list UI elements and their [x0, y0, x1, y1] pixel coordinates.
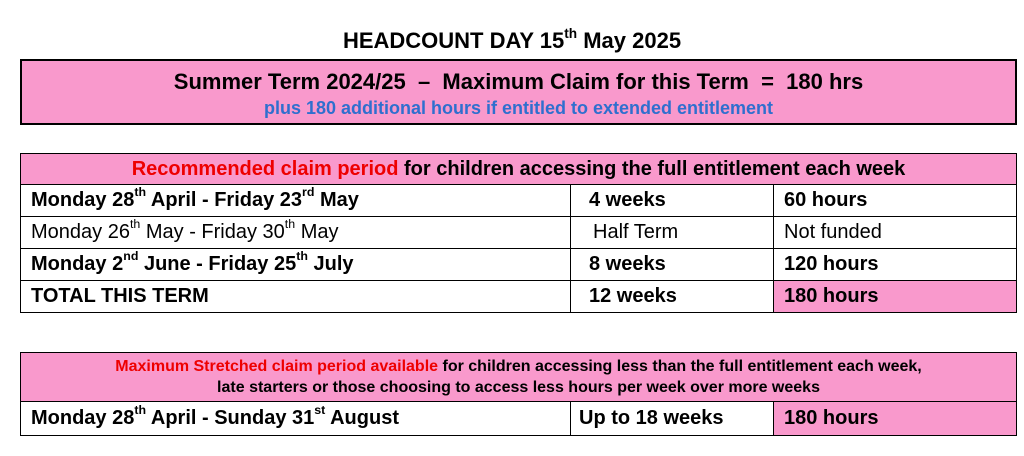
table-row [21, 217, 1017, 249]
table-row [21, 402, 1017, 436]
recommended-claim-header: Recommended claim period for children accessing the full entitlement each week [21, 154, 1017, 185]
hours-cell: 120 hours [774, 249, 1017, 281]
period-cell: Monday 28th April - Sunday 31st August [21, 402, 571, 436]
summary-box [20, 59, 1017, 125]
stretched-claim-table [20, 352, 1017, 436]
period-cell: Monday 28th April - Friday 23rd May [21, 185, 571, 217]
hours-cell: 180 hours [774, 281, 1017, 313]
summary-line-extended: plus 180 additional hours if entitled to extended entitlement [263, 98, 774, 118]
recommended-claim-table [20, 153, 1017, 313]
weeks-cell: Up to 18 weeks [571, 402, 774, 436]
weeks-cell: 8 weeks [571, 249, 774, 281]
weeks-cell: 4 weeks [571, 185, 774, 217]
hours-cell: 180 hours [774, 402, 1017, 436]
weeks-cell: Half Term [571, 217, 774, 249]
table-row [21, 185, 1017, 217]
hours-cell: Not funded [774, 217, 1017, 249]
period-cell: Monday 2nd June - Friday 25th July [21, 249, 571, 281]
stretched-claim-header: Maximum Stretched claim period available for children accessing less than the full entitlement each week, late starters or those choosing to access less hours per week over more weeks [21, 353, 1017, 402]
page-heading: HEADCOUNT DAY 15th May 2025 [342, 25, 682, 53]
weeks-cell: 12 weeks [571, 281, 774, 313]
summary-line-max-claim: Summer Term 2024/25 – Maximum Claim for this Term = 180 hrs [173, 69, 864, 94]
table-row [21, 249, 1017, 281]
period-cell: Monday 26th May - Friday 30th May [21, 217, 571, 249]
total-label-cell: TOTAL THIS TERM [21, 281, 571, 313]
hours-cell: 60 hours [774, 185, 1017, 217]
table-row-total [21, 281, 1017, 313]
